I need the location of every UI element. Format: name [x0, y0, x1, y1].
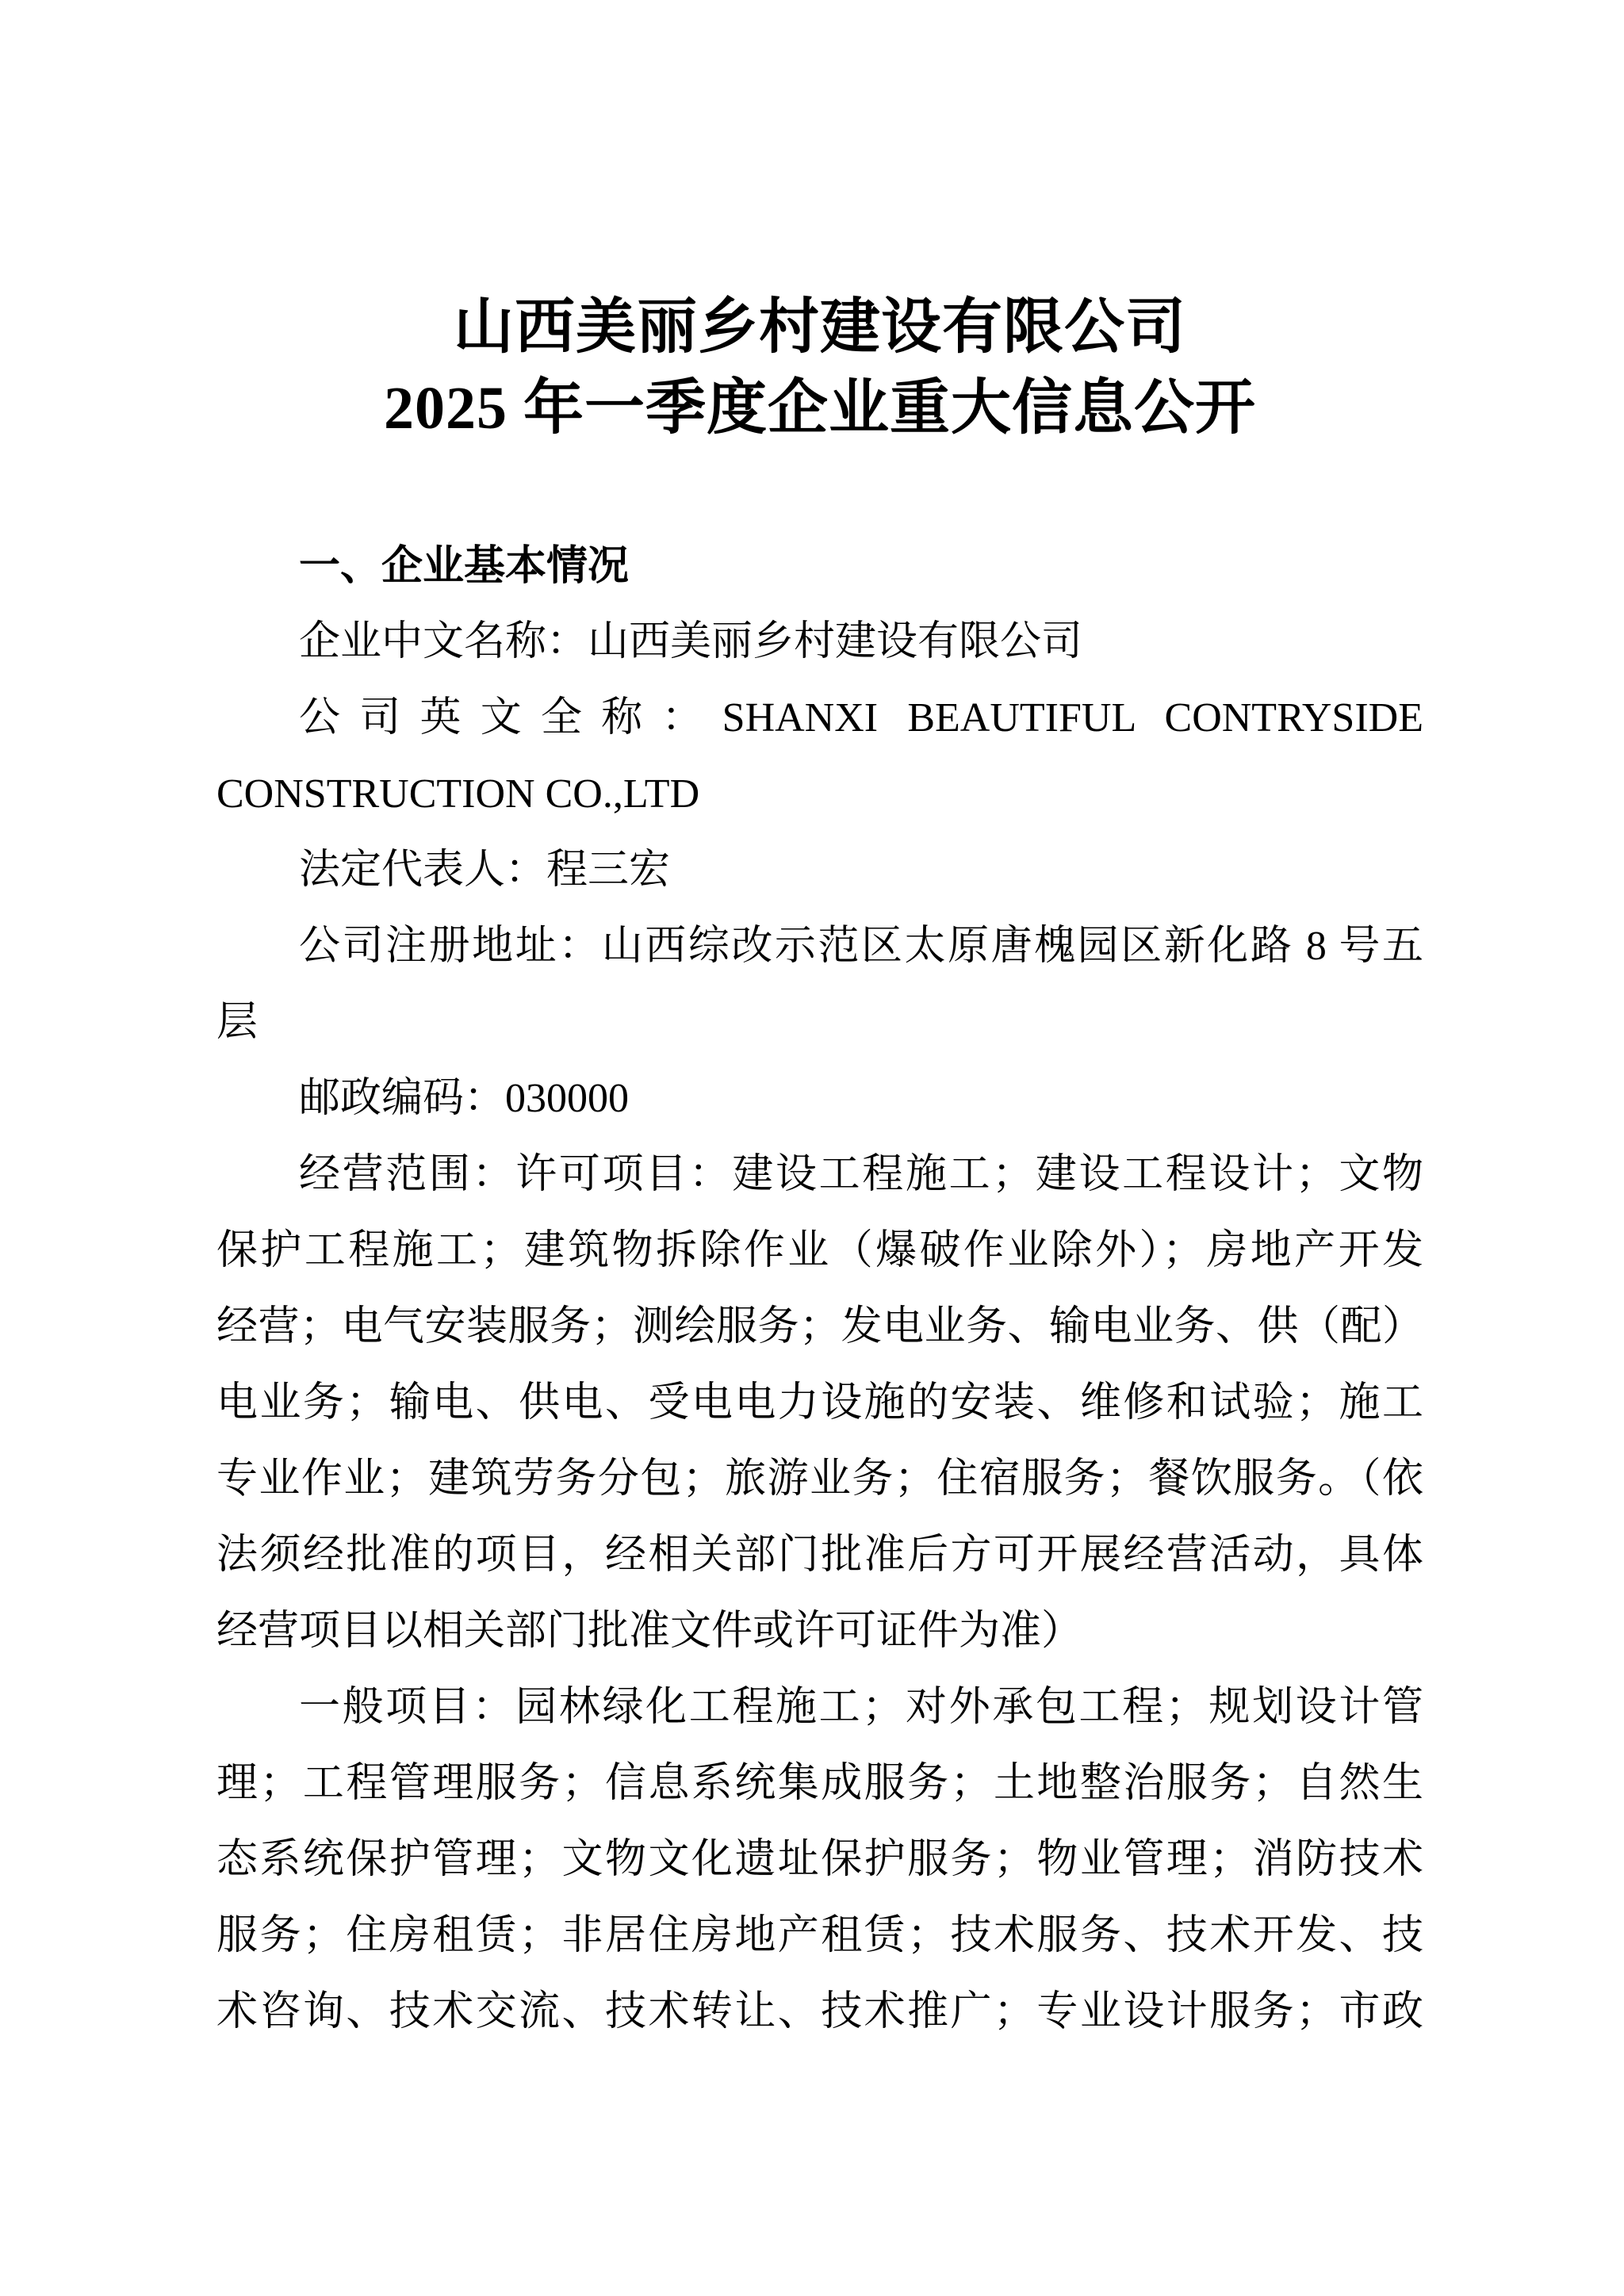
document-title	[216, 287, 1423, 449]
body-line: 邮政编码：030000	[299, 1076, 630, 1121]
body-line: 经营项目以相关部门批准文件或许可证件为准）	[216, 1609, 1083, 1654]
body-line: 电业务；输电、供电、受电电力设施的安装、维修和试验；施工	[216, 1380, 1423, 1425]
body-line: 层	[216, 1000, 259, 1045]
title-line-1: 山西美丽乡村建设有限公司	[454, 294, 1186, 361]
body-line: 公司英文全称：SHANXI BEAUTIFUL CONTRYSIDE	[299, 695, 1423, 740]
body-line: 一般项目：园林绿化工程施工；对外承包工程；规划设计管	[299, 1685, 1423, 1730]
body-line: 公司注册地址：山西综改示范区太原唐槐园区新化路 8 号五	[299, 924, 1423, 969]
body-line: 法须经批准的项目，经相关部门批准后方可开展经营活动，具体	[216, 1533, 1423, 1578]
body-line: 经营；电气安装服务；测绘服务；发电业务、输电业务、供（配）	[216, 1304, 1423, 1349]
title-line-2: 2025 年一季度企业重大信息公开	[384, 375, 1256, 442]
document-body	[216, 604, 1423, 2050]
body-line: 态系统保护管理；文物文化遗址保护服务；物业管理；消防技术	[216, 1837, 1423, 1882]
body-line: CONSTRUCTION CO.,LTD	[216, 771, 700, 817]
body-line: 保护工程施工；建筑物拆除作业（爆破作业除外）；房地产开发	[216, 1228, 1423, 1273]
body-line: 法定代表人：程三宏	[299, 848, 671, 893]
body-line: 经营范围：许可项目：建设工程施工；建设工程设计；文物	[299, 1152, 1423, 1197]
body-line: 专业作业；建筑劳务分包；旅游业务；住宿服务；餐饮服务。（依	[216, 1456, 1423, 1502]
section-heading-basic-info: 一、企业基本情况	[299, 543, 630, 589]
body-line: 服务；住房租赁；非居住房地产租赁；技术服务、技术开发、技	[216, 1913, 1423, 1958]
body-line: 企业中文名称：山西美丽乡村建设有限公司	[299, 619, 1083, 664]
body-line: 术咨询、技术交流、技术转让、技术推广；专业设计服务；市政	[216, 1989, 1423, 2034]
body-line: 理；工程管理服务；信息系统集成服务；土地整治服务；自然生	[216, 1761, 1423, 1806]
